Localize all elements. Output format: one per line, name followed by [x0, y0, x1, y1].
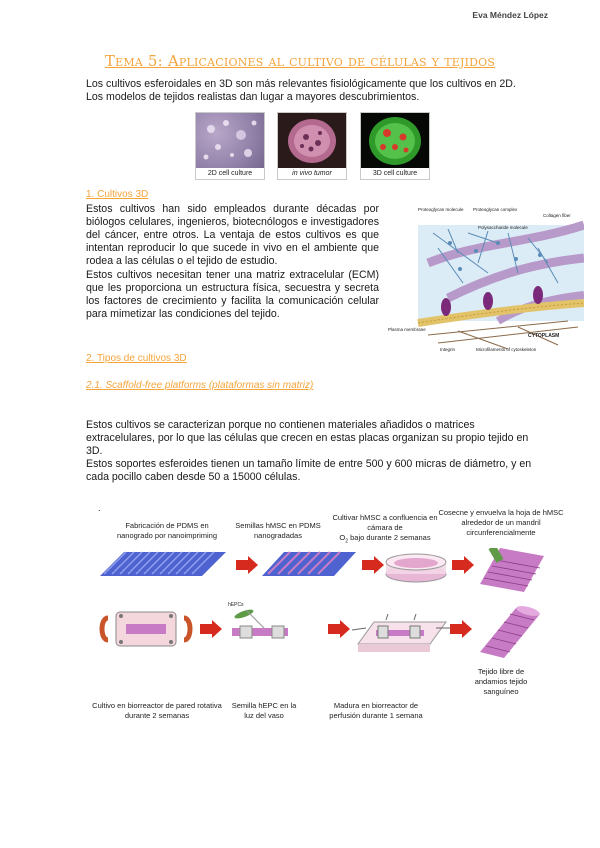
caption-2d: 2D cell culture: [196, 168, 264, 179]
hepc-tag: hEPCs: [228, 602, 244, 608]
rotating-bioreactor-figure: [102, 612, 190, 646]
intro-line-2: Los modelos de tejidos realistas dan lugar a mayores descubrimientos.: [86, 91, 420, 103]
seeded-pdms-figure: [262, 552, 356, 576]
section-1-heading: 1. Cultivos 3D: [86, 189, 149, 200]
culture-image-3d: [360, 112, 430, 180]
culture-image-2d: [195, 112, 265, 180]
label-proteoglycan-complex: Proteoglycan complex: [473, 207, 518, 212]
author-name: Eva Méndez López: [472, 10, 548, 20]
arrow-3-icon: [452, 556, 474, 574]
section-1-paragraph-1: Estos cultivos han sido empleados durante décadas por biólogos celulares, ingenieros, biotecnólogos e investigadores del cáncer, entre otros. La ventaja de estos cultivos es que intentan reproducir lo que sucede in vivo en el ambiente que rodea a las células o el tejido de estudio.: [86, 203, 379, 267]
tumor-figure: [278, 113, 346, 169]
step-4-label: Cosecne y envuelva la hoja de hMSC alrededor de un mandril circunferencialmente: [438, 508, 564, 537]
section-2-1-heading: 2.1. Scaffold-free platforms (plataformas sin matriz): [86, 380, 314, 391]
figure-bullet: .: [98, 503, 101, 513]
2d-cells-figure: [196, 113, 264, 169]
arrow-6-icon: [450, 620, 472, 638]
section-2-paragraph-2: Estos soportes esferoides tienen un tamaño límite de entre 500 y 600 micras de diámetro, y en cada pocillo caben desde 50 a 15000 células.: [86, 458, 532, 483]
intro-text: [86, 78, 546, 104]
step-6-label: Semilla hEPC en la luz del vaso: [231, 701, 297, 720]
step-1-label: Fabricación de PDMS en nanogrado por nanoimpriming: [116, 521, 218, 540]
step-5-label: Cultivo en biorreactor de pared rotativa durante 2 semanas: [92, 701, 222, 720]
vascular-graft-figure: [480, 604, 541, 658]
label-collagen-fiber: Collagen fiber: [543, 213, 571, 218]
arrow-2-icon: [362, 556, 384, 574]
culture-image-in-vivo: [277, 112, 347, 180]
step-3-text-b: O: [339, 533, 346, 542]
arrow-4-icon: [200, 620, 222, 638]
pdms-nanograde-figure: [100, 552, 226, 576]
page-title: Tema 5: Aplicaciones al cultivo de células y tejidos: [104, 52, 496, 70]
step-3-text-a: Cultivar hMSC a confluencia en cámara de: [332, 513, 438, 532]
section-1-paragraph-2: Estos cultivos necesitan tener una matriz extracelular (ECM) que les proporciona un estructura física, secuestra y secreta los factores de crecimiento y facilita la comunicación celular para mimetizar las condiciones del tejido.: [86, 269, 379, 320]
label-microfilaments: Microfilaments of cytoskeleton: [476, 347, 537, 352]
perfusion-bioreactor-figure: [352, 614, 452, 652]
label-plasma-membrane: Plasma membrane: [388, 327, 426, 332]
step-2-label: Semillas hMSC en PDMS nanogradadas: [235, 521, 321, 540]
mandrel-wrap-figure: [480, 548, 544, 592]
step-7-label: Madura en biorreactor de perfusión durante 1 semana: [329, 701, 423, 720]
caption-in-vivo: in vivo tumor: [278, 168, 346, 179]
section-2-heading: 2. Tipos de cultivos 3D: [86, 353, 187, 364]
caption-3d: 3D cell culture: [361, 168, 429, 179]
label-proteoglycan-molecule: Proteoglycan molecule: [418, 207, 464, 212]
step-3-text-c: bajo durante 2 semanas: [348, 533, 431, 542]
extracellular-matrix-diagram: [388, 203, 584, 353]
label-integrin: Integrin: [440, 347, 456, 352]
arrow-1-icon: [236, 556, 258, 574]
culture-dish-figure: [386, 554, 446, 582]
hepc-seeding-figure: [228, 602, 288, 638]
step-3-subscript: 2: [345, 538, 349, 545]
3d-spheroid-figure: [361, 113, 429, 169]
step-3-label: [326, 513, 444, 547]
label-polysaccharide: Polysaccharide molecule: [478, 225, 528, 230]
intro-line-1: Los cultivos esferoidales en 3D son más relevantes fisiológicamente que los cultivos en 2D.: [86, 78, 516, 90]
step-8-label: Tejido libre de andamios tejido sanguíneo: [474, 667, 528, 696]
arrow-5-icon: [328, 620, 350, 638]
label-cytoplasm: CYTOPLASM: [528, 333, 560, 339]
section-2-paragraph-1: Estos cultivos se caracterizan porque no contienen materiales añadidos o matrices extracelulares, por lo que las células que crecen en estas placas organizan su propio tejido en 3D.: [86, 419, 529, 457]
